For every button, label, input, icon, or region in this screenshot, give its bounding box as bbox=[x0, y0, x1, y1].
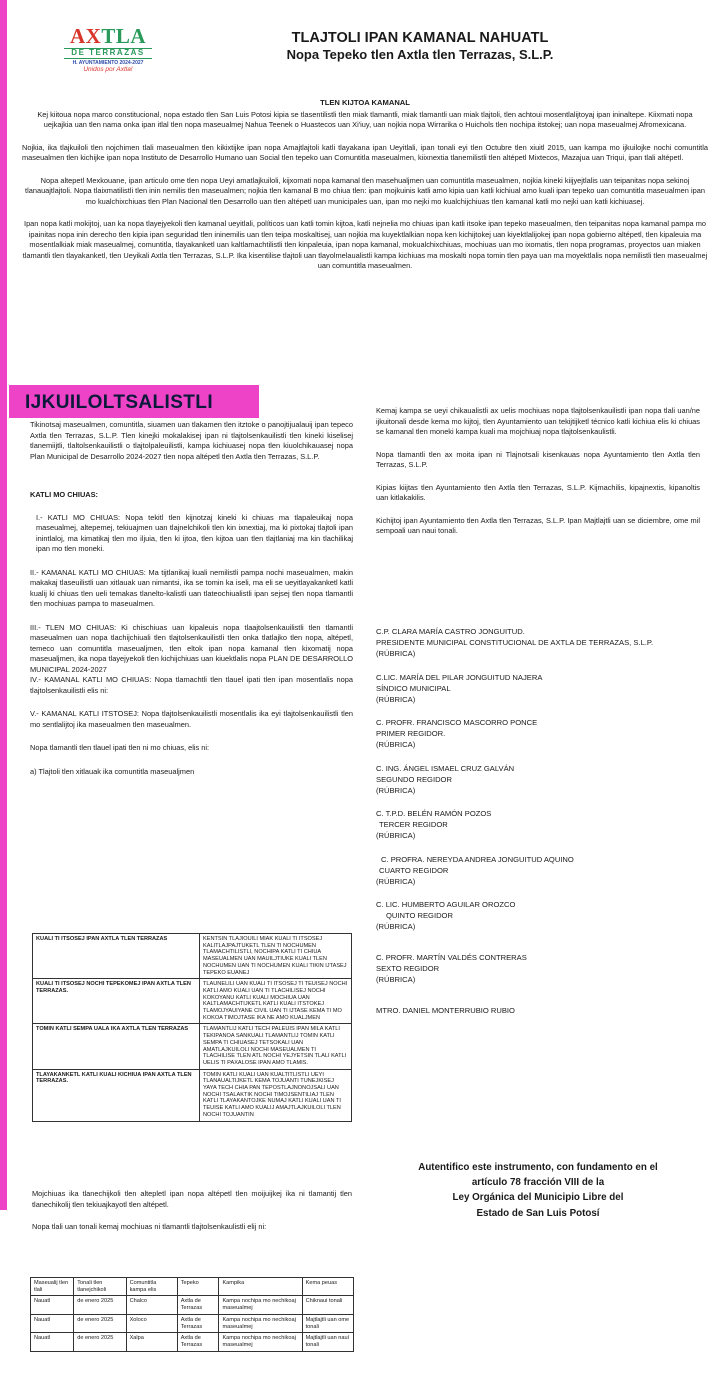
objective-item: V.- KAMANAL KATLI ITSTOSEJ: Nopa tlajtolsenkauilistli mosentlalis ika eyi tlajtolsenkauilistli tlen mo sentlalijtoj ika maseualmen tlen maseualmen. bbox=[30, 709, 353, 729]
right-paragraph: Kemaj kampa se ueyi chikaualistli ax uelis mochiuas nopa tlajtolsenkauilistli ipan nopa tlali uan/ne ijkuitonali desde kema mo kijtoj, tlen Ayuntamiento uan tekijtijketl técnico katli kichiua elis ki chiuas se kamanal tlen moneki kampa kuali ma mojchiuaj nopa tlajtolsenkaulistli. bbox=[376, 406, 700, 437]
signature-note: (RÚBRICA) bbox=[376, 876, 416, 886]
table-cell: Nauatl bbox=[31, 1314, 74, 1332]
document-title: TLAJTOLI IPAN KAMANAL NAHUATL bbox=[291, 30, 549, 46]
table-cell: Axtla de Terrazas bbox=[177, 1296, 219, 1314]
table-cell: Xoloco bbox=[126, 1314, 177, 1332]
table-cell: TLAMANTLIJ KATLI TECH PALEUIS IPAN MILA KATLI TEKIPANOA SANKUALI TLAMANTLIJ TOMIN KATLI SEMPA TI CHIUASEJ TETSOKALI UAN AMATLAJKUILOLI NOCHI MASEUALMEN TI TLACHILISE TLEN ATL NOCHI YEJYETSIN TLALI KATLI UELIS TI PAXALOSE IPAN AMO TLAMIS. bbox=[200, 1024, 352, 1069]
signature-block bbox=[376, 672, 700, 705]
auth-line: Autentifico este instrumento, con fundamento en el bbox=[418, 1162, 658, 1173]
auth-line: Ley Orgánica del Municipio Libre del bbox=[452, 1192, 624, 1204]
objectives-heading: KATLI MO CHIUAS: bbox=[30, 490, 99, 500]
signature-note: (RÚBRICA) bbox=[376, 975, 416, 984]
signature-note: (RÚBRICA) bbox=[376, 831, 416, 840]
table-cell: Chalco bbox=[126, 1296, 177, 1314]
left-column bbox=[30, 420, 353, 790]
table-cell: Majtlajtli uan ome tonali bbox=[302, 1314, 353, 1332]
signatory-role: SEGUNDO REGIDOR bbox=[376, 774, 452, 784]
schedule-paragraph: Mojchiuas ika tlanechijkoli tlen altepletl ipan nopa altépetl tlen moijuijkej ika ni tlamantij tlen tlanechikolij tlen tekiuajkayotl tlen altépetl. bbox=[32, 1189, 352, 1209]
signatory-role: SEXTO REGIDOR bbox=[376, 964, 440, 973]
right-column bbox=[376, 406, 700, 549]
signature-note: (RÚBRICA) bbox=[376, 740, 416, 749]
signature-block bbox=[376, 952, 700, 985]
signature-block bbox=[376, 626, 700, 659]
municipal-logo bbox=[58, 26, 158, 82]
intro-paragraph: Ipan nopa katli mokijtoj, uan ka nopa tlayejyekoli tlen kamanal ueyitlali, políticos uan katli tomin kijtoa, katli nejnelia mo chiuas ipan katli itsoke ipan tepeko maseualmen, tlen teipanitas nopa kamanal pampa mo ipainitas nopa inin derecho tlen kipia ipan seguridad tlen ininemilis uan tlen teipa moskaltisej, uan nojkia ma kuyektlalkian nopa ken kichijtokej uan kiyektlalijokej ipan nopa gobierno altépetl, tlen kipaleuia ma mosentlalkiak miak maseualmej, comuntitla, tlayakanketl uan kaltlamachtilistli tlen kinpaleuia, ipan nopa kamanal, mokualchixchiuas, mochiuas uan mo ixomatis, tlen nopa programas, proyectos uan miaken tlamantli tlen tlayakanketl, tlen Ueyikali Axtla tlen Terrazas, S.L.P. Ika kisentilise tlajtoli uan tlayolmelaualistli kampa kichiuas ma moskalti nopa tomin tlen paya uan ma moyektlalis nopa nemilistli tlen maseualmej uan comuntitla maseualmen. bbox=[22, 219, 708, 271]
signature-block bbox=[376, 854, 700, 887]
signature-block bbox=[376, 717, 700, 750]
intro-paragraph: Nojkia, ika tlajkuiloli tlen nojchimen tlali maseualmen tlen kikixtijke ipan nopa Amajtlajtoli katli tlayakana ipan Ueyitlali, ipan tonali eyi tlen Octubre tlen xiuitl 2015, uan kampa mo ijkuilojke nochi comuntitla maseualmen tlen kichijke ipan nopa Instituto de Desarrollo Humano uan Social tlen tepeko uan Comuntitla maseualmen, kiixnextia tlanemilistli tlen altépetl Mixtecos, Mazajua uan Triqui, ipan tlali altépetl. bbox=[22, 142, 708, 163]
objective-item: II.- KAMANAL KATLI MO CHIUAS: Ma tijtlanikaj kuali nemilistli pampa nochi maseualmen, makin makakaj tlaseuilistli uan xitlauak uan nimantsi, ika se tomin ka iseli, ma eli se ueyitlayakanketl katli kualij ki chiuas tlen ueli temakas tlanelto-kalistli uan tlateochiualistli ipan sejsej tlen nopa tlamantli tlen mochiuas pampa to maseualmen. bbox=[30, 567, 353, 609]
table-cell: de enero 2025 bbox=[74, 1296, 126, 1314]
table-row bbox=[33, 1069, 352, 1121]
right-paragraph: Nopa tlamantli tlen ax moita ipan ni Tlajnotsali kisenkauas nopa Ayuntamiento tlen Axtla tlen Terrazas, S.L.P. bbox=[376, 449, 700, 470]
signature-note: (RÚBRICA) bbox=[376, 694, 416, 704]
table-cell: Axtla de Terrazas bbox=[177, 1333, 219, 1351]
objective-item: III.- TLEN MO CHIUAS: Ki chischiuas uan kipaleuis nopa tlaajtolsenkauilistli tlen tlamantli maseualmen uan nopa tlachijchiuali tlen tlajtolsenkauilistli tlen onka tlatlajko tlen nopa, altépetl, temeco uan comuntitla maseualjmen, tlen eltok ipan nopa kamanal tlen kixomatij nopa maseualjmen, ika nopa tlayejyekoli tlen kichijchiuas uan kiuektlalis nopa PLAN DE DESARROLLO MUNICIPAL 2024-2027 bbox=[30, 622, 353, 674]
intro-section bbox=[22, 98, 708, 284]
themes-table bbox=[32, 933, 352, 1122]
schedule-intro bbox=[32, 1189, 352, 1245]
signatory-role: TERCER REGIDOR bbox=[379, 820, 448, 829]
table-cell: KUALI TI ITSOSEJ IPAN AXTLA TLEN TERRAZAS bbox=[33, 934, 200, 979]
convocatoria-banner bbox=[9, 385, 259, 418]
document-subtitle: Nopa Tepeko tlen Axtla tlen Terrazas, S.L.P. bbox=[286, 47, 554, 63]
signatory-name: C. PROFR. MARTÍN VALDÉS CONTRERAS bbox=[376, 953, 527, 962]
signatory-name: C. T.P.D. BELÉN RAMÓN POZOS bbox=[376, 809, 492, 818]
table-row bbox=[33, 1024, 352, 1069]
table-cell: de enero 2025 bbox=[74, 1314, 126, 1332]
signature-list bbox=[376, 626, 700, 1029]
signature-note: (RÚBRICA) bbox=[376, 922, 416, 931]
logo-period: H. AYUNTAMIENTO 2024-2027 bbox=[72, 59, 144, 66]
schedule-table bbox=[30, 1277, 354, 1352]
list-item: a) Tlajtoli tlen xitlauak ika comuntitla maseualjmen bbox=[30, 766, 195, 776]
auth-line: Estado de San Luis Potosí bbox=[476, 1207, 600, 1219]
table-cell: TLAUNELILI UAN KUALI TI ITSOSEJ TI TEUISEJ NOCHI KATLI AMO KUALI UAN TI TLACHILISEJ NOCHI KOKOYANU KATLI KUALI MOCHIUA UAN KALTLAMACHTIJKETL KATLI KUALI ITSTOKEJ TLAMOJYAUIYANE CIVIL UAN TI IJTASE KEMA TI MO KOKOA TIMOJTASE IKA NE AMO KUALJMEN bbox=[200, 979, 352, 1024]
table-row bbox=[31, 1296, 354, 1314]
signatory-role: SÍNDICO MUNICIPAL bbox=[376, 683, 451, 693]
column-header: Comuntitla kampa elis bbox=[126, 1278, 177, 1296]
signatory-name: C.LIC. MARÍA DEL PILAR JONGUITUD NAJERA bbox=[376, 672, 543, 682]
logo-wordmark: AXTLA bbox=[69, 24, 147, 48]
table-cell: Nauatl bbox=[31, 1333, 74, 1351]
table-row bbox=[31, 1333, 354, 1351]
table-cell: de enero 2025 bbox=[74, 1333, 126, 1351]
intro-paragraph: Kej kiitoua nopa marco constitucional, nopa estado tlen San Luis Potosi kipia se tlasentilistli tlen miak tlamantli, miak tlamantli uan miak tlajtoli, tlen achtoui mosentlalijtoyaj ipan ininaltepe. Kiixmati nopa uejkajkia uan tlen nama onka ipan itlal tlen nopa maseualmej Nahua Teenek o Huastecos uan Xi'iuy, uan nojkia nopa Wirrarika o Huichols tlen nochipa itstokej; uan nopa maseualmej Afromexicana. bbox=[37, 109, 693, 130]
call-paragraph: Tikinotsaj maseualmen, comuntitla, siuamen uan tlakamen tlen itztoke o panojtijualauij ipan tepeco Axtla tlen Terrazas, S.L.P. Tlen kinejki mokalakisej ipan ni tlajtolsenkauilistli tlen kineki kiselisej tlanemiijtli, tlaltolsenkauilistli o tlajtolpaleuilistli, kampa kichiuasej nopa tlen kiuolchikauasej nopa Plan Municipal de Desarrollo 2024-2027 tlen nopa altépetl tlen Axtla tlen Terrazas, S.L.P. bbox=[30, 420, 353, 461]
right-paragraph: Kichijtoj ipan Ayuntamiento tlen Axtla tlen Terrazas, S.L.P. Ipan Majtlajtli uan se diciembre, ome mil sempoali uan naui tonali. bbox=[376, 515, 700, 536]
table-cell: Axtla de Terrazas bbox=[177, 1314, 219, 1332]
logo-subtitle: DE TERRAZAS bbox=[64, 48, 152, 59]
schedule-paragraph: Nopa tlali uan tonali kemaj mochiuas ni tlamantli tlajtolsenkaulistli elij ni: bbox=[32, 1222, 267, 1232]
right-paragraph: Kipias kiijtas tlen Ayuntamiento tlen Axtla tlen Terrazas, S.L.P. Kijmachilis, kipajnextis, kipanoltis uan kitlakakilis. bbox=[376, 482, 700, 503]
table-cell: Nauatl bbox=[31, 1296, 74, 1314]
table-cell: Majtlajtli uan nauí tonali bbox=[302, 1333, 353, 1351]
column-header: Tonali tlen tlanejchikoli bbox=[74, 1278, 126, 1296]
table-cell: Kampa nochipa mo nechikoaj maseualmej bbox=[219, 1333, 302, 1351]
auth-line: artículo 78 fracción VIII de la bbox=[471, 1177, 605, 1189]
signatory-role: QUINTO REGIDOR bbox=[386, 911, 453, 920]
document-header bbox=[200, 30, 640, 64]
table-header-row bbox=[31, 1278, 354, 1296]
column-header: Maseualij tlen tlali bbox=[31, 1278, 74, 1296]
authentication-note bbox=[376, 1160, 700, 1221]
signature-block bbox=[376, 1005, 700, 1016]
section-title: TLEN KIJTOA KAMANAL bbox=[320, 98, 410, 107]
table-cell: TOMIN KATLI SEMPA UALA IKA AXTLA TLEN TERRAZAS bbox=[33, 1024, 200, 1069]
signature-block bbox=[376, 808, 700, 841]
signatory-name: C. PROFR. FRANCISCO MASCORRO PONCE bbox=[376, 718, 538, 727]
places-paragraph: Nopa tlamantli tlen tlauel ipati tlen ni mo chiuas, elis ni: bbox=[30, 743, 210, 753]
table-cell: TLAYAKANKETL KATLI KUALI KICHIUA IPAN AXTLA TLEN TERRAZAS. bbox=[33, 1069, 200, 1121]
signature-note: (RÚBRICA) bbox=[376, 649, 416, 658]
table-cell: Chiknaui tonali bbox=[302, 1296, 353, 1314]
left-accent-bar bbox=[0, 0, 7, 1210]
logo-slogan: Unidos por Axtla! bbox=[83, 66, 133, 74]
table-cell: Xalpa bbox=[126, 1333, 177, 1351]
signatory-name: C. ING. ÁNGEL ISMAEL CRUZ GALVÁN bbox=[376, 763, 515, 773]
column-header: Tepeko bbox=[177, 1278, 219, 1296]
signature-block bbox=[376, 763, 700, 796]
signatory-role: PRIMER REGIDOR. bbox=[376, 729, 446, 738]
table-row bbox=[33, 934, 352, 979]
signatory-role: CUARTO REGIDOR bbox=[379, 865, 449, 875]
table-cell: TOMIN KATLI KUALI UAN KUALTITLISTLI UEYI TLANAUALTIJKETL KEMA TOJUANTI TUNEJKISEJ YAYA TECH CHIA PAN TEPOSTLAJNONOJSALI UAN NOCHI TSALAKTIK NOCHI TIMOJSENTILIAJ TLEN KATLI TLAYAKANTOJKE NUMAJ KATLI KUALI UAN TI TEUISE KATLI AMO KUALIJ AMAJTLAJKUILOLI TLEN NOCHI TOJUANTIN bbox=[200, 1069, 352, 1121]
signatory-name: C.P. CLARA MARÍA CASTRO JONGUITUD. bbox=[376, 627, 525, 636]
table-cell: Kampa nochipa mo nechikoaj maseualmej bbox=[219, 1314, 302, 1332]
signatory-name: C. PROFRA. NEREYDA ANDREA JONGUITUD AQUINO bbox=[381, 854, 574, 864]
banner-label: IJKUILOLTSALISTLI bbox=[25, 392, 213, 413]
table-row bbox=[31, 1314, 354, 1332]
table-cell: KUALI TI ITSOSEJ NOCHI TEPEKOMEJ IPAN AXTLA TLEN TERRAZAS. bbox=[33, 979, 200, 1024]
table-cell: Kampa nochipa mo nechikoaj maseualmej bbox=[219, 1296, 302, 1314]
signature-block bbox=[376, 899, 700, 932]
table-cell: KENTSIN TLAJIOUILI MIAK KUALI TI ITSOSEJ KALITLAJPAJTUKETL TLEN TI NOCHUMEN TLAMACHTILISTLI, NOCHIPA KATLI TI CHIUA MASEUALMEN UAN MAUILJTIUKE KUALI TLEN NOCHUMEN UAN TI NOCHUMEN KUALI TIKIN IJTASEJ TEPEKO EUANEJ bbox=[200, 934, 352, 979]
intro-paragraph: Nopa altepetl Mexkouane, ipan articulo ome tlen nopa Ueyi amatlajkuiloli, kijxomati nopa kamanal tlen masehualjmen uan comuntitla maseualmen, nojkia kineki kiijyejtlalis uan teipanitas nopa sekinoj tlanauajtlajtoli. Nopa tlaixmatilistli tlen inin nemilis tlen maseualmen; nojkia tlen kamanal B mo chiua tlen: ipan mojkuinis katli amo kipia uan katli kichiual amo kuali ipan tepeko uan comuntitla maseualmen ipan mo kualchixchiuas tlen Plan Nacional tlen Desarrollo uan tlen altépetl uan municipales uan, ipan mo nejki mo kualchijchiuas tlen kamanal katli mo nejki uan katli kichiuasej. bbox=[25, 175, 705, 206]
signatory-name: C. LIC. HUMBERTO AGUILAR OROZCO bbox=[376, 900, 516, 909]
objective-item: IV.- KAMANAL KATLI MO CHIUAS: Nopa tlamachtli tlen tlauel ipati tlen ipan mosentlalis nopa tlajtolsenkauilistli elis ni: bbox=[30, 675, 353, 695]
signatory-role: PRESIDENTE MUNICIPAL CONSTITUCIONAL DE AXTLA DE TERRAZAS, S.L.P. bbox=[376, 638, 654, 647]
table-row bbox=[33, 979, 352, 1024]
column-header: Kema peuas bbox=[302, 1278, 353, 1296]
signatory-name: MTRO. DANIEL MONTERRUBIO RUBIO bbox=[376, 1006, 515, 1015]
signature-note: (RÚBRICA) bbox=[376, 785, 416, 795]
column-header: Kampika bbox=[219, 1278, 302, 1296]
objective-item: I.- KATLI MO CHIUAS: Nopa tekitl tlen kijnotzaj kineki ki chiuas ma tlapaleuikaj nopa maseualmej, altepemej, tekiuajmen uan tlajnelchikoli tlen kin ixnextiaj, ma ki pixtokaj tlajtoli ipan inintlaloj, ma kimatikaj tlen mo iljuia, tlen ki ijtoa, tlen kijtoa uan tlen tlajtlaniaj ma kin tlachilikaj ipan mo tlen moneki. bbox=[36, 512, 353, 554]
